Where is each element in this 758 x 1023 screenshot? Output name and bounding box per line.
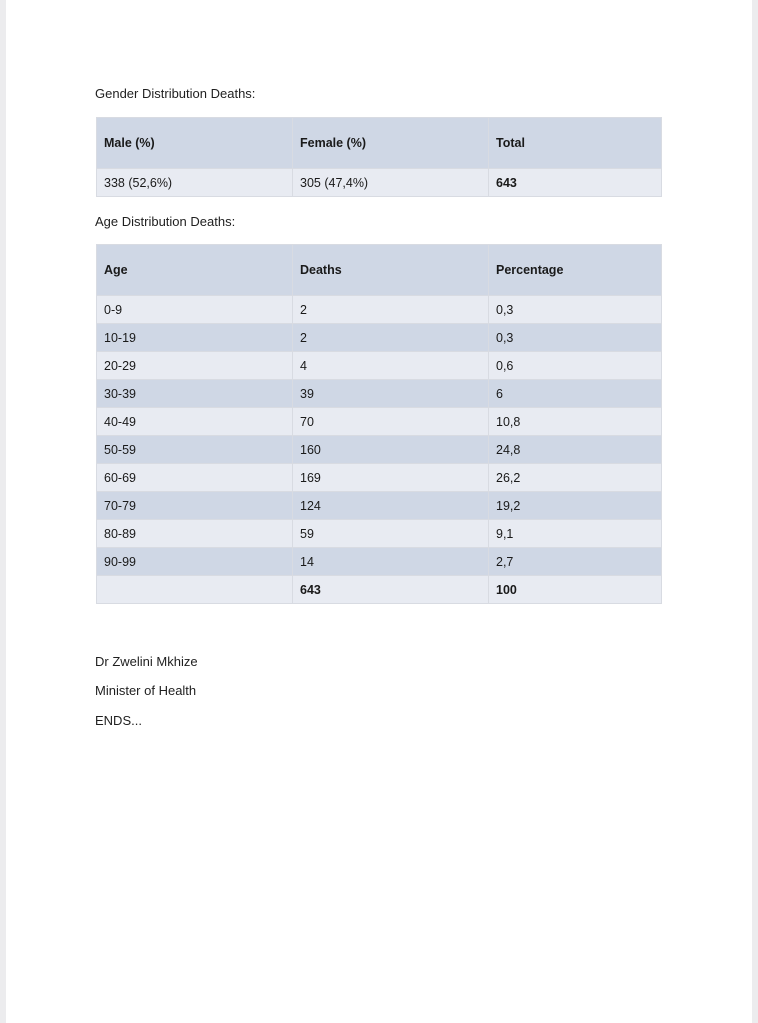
age-cell: 20-29 <box>97 352 293 380</box>
ends-marker: ENDS... <box>95 713 142 728</box>
percentage-cell: 24,8 <box>489 436 662 464</box>
age-cell: 50-59 <box>97 436 293 464</box>
header-age: Age <box>97 245 293 296</box>
table-row <box>97 352 662 380</box>
age-cell: 90-99 <box>97 548 293 576</box>
deaths-cell: 169 <box>293 464 489 492</box>
table-row <box>97 296 662 324</box>
header-deaths: Deaths <box>293 245 489 296</box>
deaths-cell: 70 <box>293 408 489 436</box>
deaths-cell: 39 <box>293 380 489 408</box>
total-value: 643 <box>489 169 662 197</box>
table-row <box>97 492 662 520</box>
header-female: Female (%) <box>293 118 489 169</box>
percentage-cell: 0,6 <box>489 352 662 380</box>
total-percentage-cell: 100 <box>489 576 662 604</box>
deaths-cell: 59 <box>293 520 489 548</box>
table-row <box>97 169 662 197</box>
signatory-title: Minister of Health <box>95 683 197 698</box>
percentage-cell: 10,8 <box>489 408 662 436</box>
header-male: Male (%) <box>97 118 293 169</box>
percentage-cell: 9,1 <box>489 520 662 548</box>
deaths-cell: 124 <box>293 492 489 520</box>
table-row <box>97 548 662 576</box>
percentage-cell: 26,2 <box>489 464 662 492</box>
deaths-cell: 2 <box>293 324 489 352</box>
header-total: Total <box>489 118 662 169</box>
percentage-cell: 0,3 <box>489 324 662 352</box>
total-deaths-cell: 643 <box>293 576 489 604</box>
age-cell: 60-69 <box>97 464 293 492</box>
gender-table <box>96 117 662 197</box>
gender-heading: Gender Distribution Deaths: <box>95 86 256 101</box>
deaths-cell: 14 <box>293 548 489 576</box>
percentage-cell: 0,3 <box>489 296 662 324</box>
age-table <box>96 244 662 604</box>
percentage-cell: 19,2 <box>489 492 662 520</box>
male-value: 338 (52,6%) <box>97 169 293 197</box>
age-heading: Age Distribution Deaths: <box>95 214 236 229</box>
table-header-row <box>97 118 662 169</box>
table-row <box>97 436 662 464</box>
table-total-row <box>97 576 662 604</box>
header-percentage: Percentage <box>489 245 662 296</box>
age-cell: 80-89 <box>97 520 293 548</box>
table-header-row <box>97 245 662 296</box>
total-label-cell <box>97 576 293 604</box>
table-row <box>97 324 662 352</box>
table-row <box>97 520 662 548</box>
age-cell: 0-9 <box>97 296 293 324</box>
table-row <box>97 380 662 408</box>
female-value: 305 (47,4%) <box>293 169 489 197</box>
deaths-cell: 2 <box>293 296 489 324</box>
age-cell: 10-19 <box>97 324 293 352</box>
percentage-cell: 2,7 <box>489 548 662 576</box>
signatory-name: Dr Zwelini Mkhize <box>95 654 198 669</box>
age-cell: 70-79 <box>97 492 293 520</box>
table-row <box>97 408 662 436</box>
age-cell: 40-49 <box>97 408 293 436</box>
percentage-cell: 6 <box>489 380 662 408</box>
table-row <box>97 464 662 492</box>
deaths-cell: 4 <box>293 352 489 380</box>
age-cell: 30-39 <box>97 380 293 408</box>
document-page <box>6 0 752 1023</box>
deaths-cell: 160 <box>293 436 489 464</box>
